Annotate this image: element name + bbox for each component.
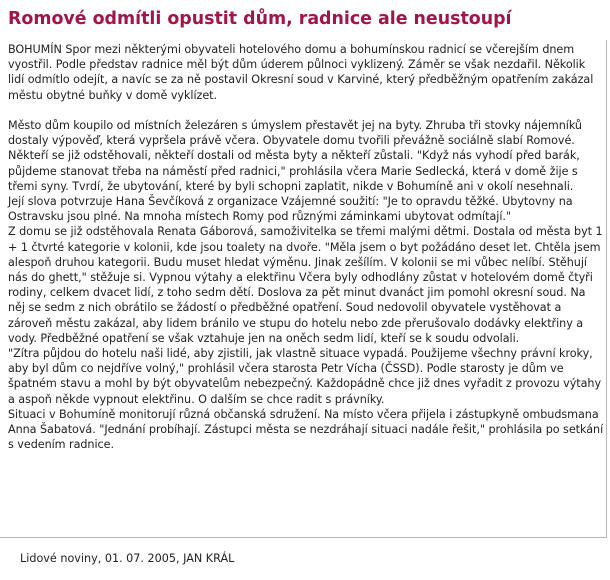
article-body — [8, 42, 604, 452]
paragraph-gaborova: Z domu se již odstěhovala Renata Gáborová, samoživitelka se třemi malými dětmi. Dostala od města byt 1 + 1 čtvrté kategorie v kolonii, kde jsou toalety na dvoře. "Měla jsem o byt požádáno deset let. Chtěla jsem alespoň druhou kategorii. Budu muset hledat výměnu. Jinak zešílím. V kolonii se mi vůbec nelíbí. Stěhují nás do ghett," stěžuje si. Vypnou výtahy a elektřinu Včera byly odhodlány zůstat v hotelovém domě čtyři rodiny, celkem dvacet lidí, z toho sedm dětí. Doslova za pět minut dvanáct jim pomohl okresní soud. Na něj se sedm z nich obrátilo se žádostí o předběžné opatření. Soud nedovolil obyvatele vystěhovat a zároveň městu zakázal, aby lidem bránilo ve stupu do hotelu nebo zde přerušovalo dodávky elektřiny a vody. Předběžné opatření se však vztahuje jen na oněch sedm lidí, kteří se k soudu odvolali. — [8, 225, 603, 345]
frame-bottom-border — [0, 537, 607, 538]
paragraph-sevcikova-quote: Její slova potvrzuje Hana Ševčíková z organizace Vzájemné soužití: "Je to opravdu těžké. Ubytovny na Ostravsku jsou plné. Na mnoha místech Romy pod různými záminkami ubytovat odmítají." — [8, 195, 573, 224]
paragraph-city-purchase: Město dům koupilo od místních železáren s úmyslem přestavět jej na byty. Zhruba tři stovky nájemníků dostaly výpověď, která vypršela právě včera. Obyvatele domu tvořili převážně sociálně slabí Romové. Někteří se již odstěhovali, někteří dostali od města byty a někteří zůstali. "Když nás vyhodí před barák, půjdeme stanovat třeba na náměstí před radnici," prohlásila včera Marie Sedlecká, která v domě žije s třemi syny. Tvrdí, že ubytování, které by byli schopni zaplatit, nikde v Bohumíně ani v okolí nesehnali. — [8, 119, 582, 193]
paragraph-intro: BOHUMÍN Spor mezi některými obyvateli hotelového domu a bohumínskou radnicí se včerejším dnem vyostřil. Podle představ radnice měl být dům úderem půlnoci vyklizený. Záměr se však nezdařil. Několik lidí odmítlo odejít, a navíc se za ně postavil Okresní soud v Karviné, který předběžným opatřením zakázal městu obytné buňky v domě vyklízet. — [8, 43, 594, 102]
paragraph-ombudsman: Situaci v Bohumíně monitorují různá občanská sdružení. Na místo včera přijela i zástupkyně ombudsmana Anna Šabatová. "Jednání probíhají. Zástupci města se nezdráhají situaci nadále řešit," prohlásila po setkání s vedením radnice. — [8, 407, 604, 452]
source-line: Lidové noviny, 01. 07. 2005, JAN KRÁL — [20, 552, 235, 565]
frame-right-border — [606, 40, 607, 538]
paragraph-mayor-quote: "Zítra půjdou do hotelu naši lidé, aby zjistili, jak vlastně situace vypadá. Použijeme všechny právní kroky, aby byl dům co nejdříve volný," prohlásil včera starosta Petr Vícha (ČSSD). Podle starosty je dům ve špatném stavu a mohl by být obyvatelům nebezpečný. Každopádně chce již dnes vyřadit z provozu výtahy a aspoň někde vypnout elektřinu. O dalším se chce radit s právníky. — [8, 347, 602, 406]
headline: Romové odmítli opustit dům, radnice ale neustoupí — [8, 9, 512, 29]
